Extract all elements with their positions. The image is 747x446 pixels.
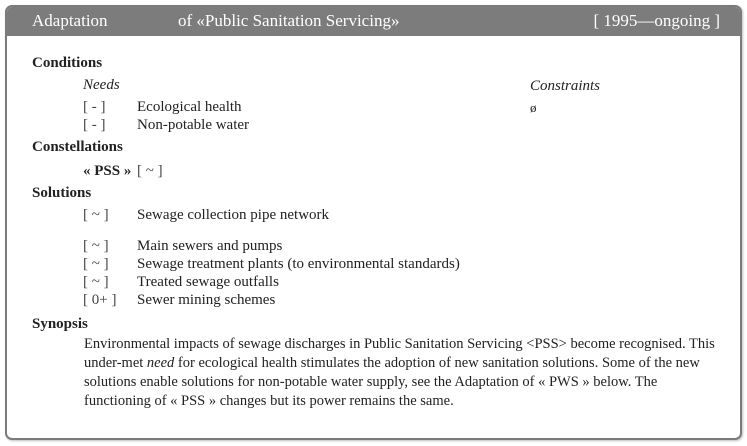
need-label: Ecological health — [137, 99, 242, 115]
constraints-heading: Constraints — [530, 78, 601, 94]
need-marker: [ - ] — [83, 99, 106, 115]
constellation-marker: [ ~ ] — [137, 163, 163, 179]
need-marker: [ - ] — [83, 117, 106, 133]
solution-label: Sewage treatment plants (to environmental standards) — [137, 256, 460, 272]
synopsis-emphasis: need — [146, 355, 175, 371]
constellations-title: Constellations — [32, 139, 123, 155]
adaptation-card — [5, 5, 742, 440]
solution-label: Main sewers and pumps — [137, 238, 283, 254]
header-period: [ 1995—ongoing ] — [593, 11, 720, 30]
card-content — [7, 36, 740, 438]
synopsis-title: Synopsis — [32, 316, 88, 332]
header-subject: of «Public Sanitation Servicing» — [178, 11, 400, 30]
header-kind: Adaptation — [32, 11, 108, 30]
solution-marker: [ ~ ] — [83, 207, 109, 223]
solution-label: Treated sewage outfalls — [137, 274, 279, 290]
conditions-title: Conditions — [32, 55, 103, 71]
solution-label: Sewer mining schemes — [137, 292, 276, 308]
synopsis-text — [84, 335, 724, 411]
synopsis-part-1: Environmental impacts of sewage discharges in Public Sanitation Servicing <PSS> become recognised. This under-met — [84, 336, 715, 371]
solution-marker: [ ~ ] — [83, 256, 109, 272]
need-label: Non-potable water — [137, 117, 250, 133]
card-header — [7, 7, 740, 36]
solution-marker: [ 0+ ] — [83, 292, 117, 308]
solution-marker: [ ~ ] — [83, 274, 109, 290]
synopsis-part-2: for ecological health stimulates the adoption of new sanitation solutions. Some of the new solutions enable solutions for non-potable water supply, see the Adaptation of « PWS » below. The functioning of « PSS » changes but its power remains the same. — [84, 355, 700, 409]
constraints-value: ø — [530, 100, 537, 115]
solutions-title: Solutions — [32, 185, 92, 201]
solution-marker: [ ~ ] — [83, 238, 109, 254]
constellation-name: « PSS » — [83, 163, 132, 179]
needs-heading: Needs — [83, 77, 120, 93]
solution-label: Sewage collection pipe network — [137, 207, 330, 223]
